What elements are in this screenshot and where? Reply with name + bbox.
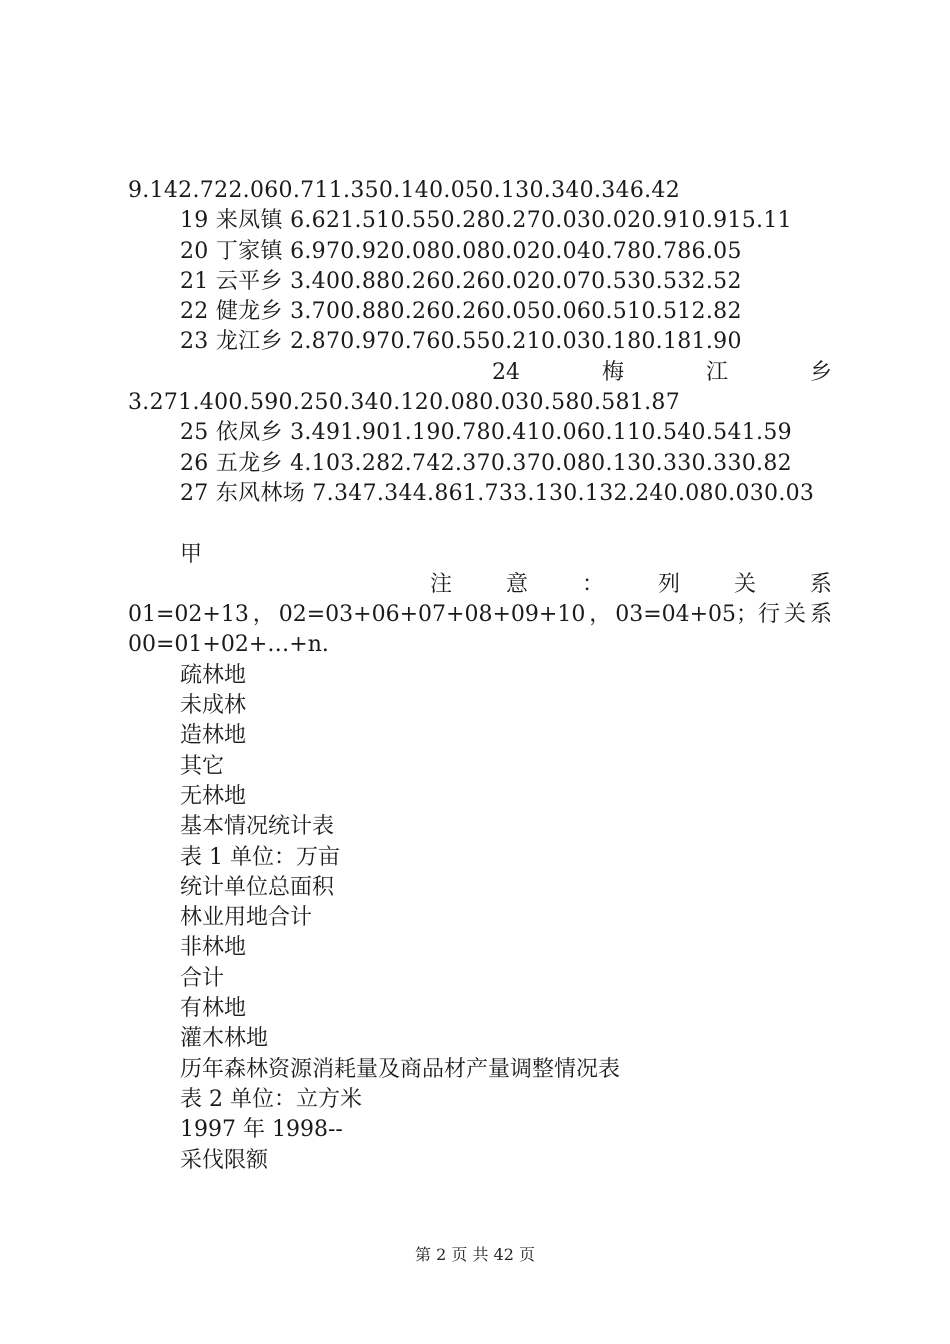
text-fragment: 01=02+13 [128,602,249,628]
text-line: 其它 [180,753,225,779]
text-line: 25 依凤乡 3.491.901.190.780.410.060.110.540.541.59 [180,420,792,446]
text-line: 造林地 [180,723,247,749]
text-fragment: 02=03+06+07+08+09+10 [278,602,586,628]
text-line: 21 云平乡 3.400.880.260.260.020.070.530.532.52 [180,268,742,294]
text-line: 22 健龙乡 3.700.880.260.260.050.060.510.512.82 [180,299,742,325]
text-line-justified [128,570,832,600]
text-fragment: ， [252,602,275,628]
text-fragment: 24 [492,359,520,385]
text-line: 有林地 [180,996,247,1022]
text-line: 林业用地合计 [180,905,313,931]
text-line: 表 1 单位：万亩 [180,844,340,870]
text-line: 无林地 [180,783,247,809]
text-line: 合计 [180,965,225,991]
page-footer: 第 2 页 共 42 页 [415,1245,535,1264]
text-fragment: 意 [505,571,528,597]
text-fragment: ， [589,602,612,628]
text-line: 非林地 [180,935,247,961]
text-line: 甲 [180,541,203,567]
text-fragment: 关 [733,571,756,597]
text-line: 灌木林地 [180,1026,269,1052]
text-line: 19 来凤镇 6.621.510.550.280.270.030.020.910.915.11 [180,208,792,234]
text-line-justified [128,600,832,630]
text-line-justified [128,358,832,388]
blank-line [128,509,832,539]
text-fragment: 03=04+05；行 [615,602,781,628]
text-line: 历年森林资源消耗量及商品材产量调整情况表 [180,1056,621,1082]
text-line: 统计单位总面积 [180,874,335,900]
text-line: 27 东风林场 7.347.344.861.733.130.132.240.080.030.03 [180,480,815,506]
text-fragment: 系 [809,571,832,597]
text-fragment: 列 [657,571,680,597]
text-line: 1997 年 1998-- [180,1117,343,1143]
text-line: 20 丁家镇 6.970.920.080.080.020.040.780.786.05 [180,238,742,264]
text-fragment: 乡 [809,359,832,385]
document-body [128,176,832,1176]
text-line: 23 龙江乡 2.870.970.760.550.210.030.180.181.90 [180,329,742,355]
text-line: 基本情况统计表 [180,814,335,840]
text-line: 采伐限额 [180,1147,269,1173]
text-fragment: 江 [705,359,728,385]
text-fragment: 注 [430,571,453,597]
text-fragment: 梅 [601,359,624,385]
text-line: 未成林 [180,693,247,719]
text-line: 疏林地 [180,662,247,688]
text-line: 00=01+02+…+n. [128,632,329,658]
text-fragment: ： [581,571,604,597]
text-line: 3.271.400.590.250.340.120.080.030.580.581.87 [128,390,681,416]
text-line: 26 五龙乡 4.103.282.742.370.370.080.130.330.330.82 [180,450,792,476]
text-line: 9.142.722.060.711.350.140.050.130.340.346.42 [128,178,681,203]
text-fragment: 系 [809,602,832,628]
text-line: 表 2 单位：立方米 [180,1086,362,1112]
text-fragment: 关 [784,602,807,628]
